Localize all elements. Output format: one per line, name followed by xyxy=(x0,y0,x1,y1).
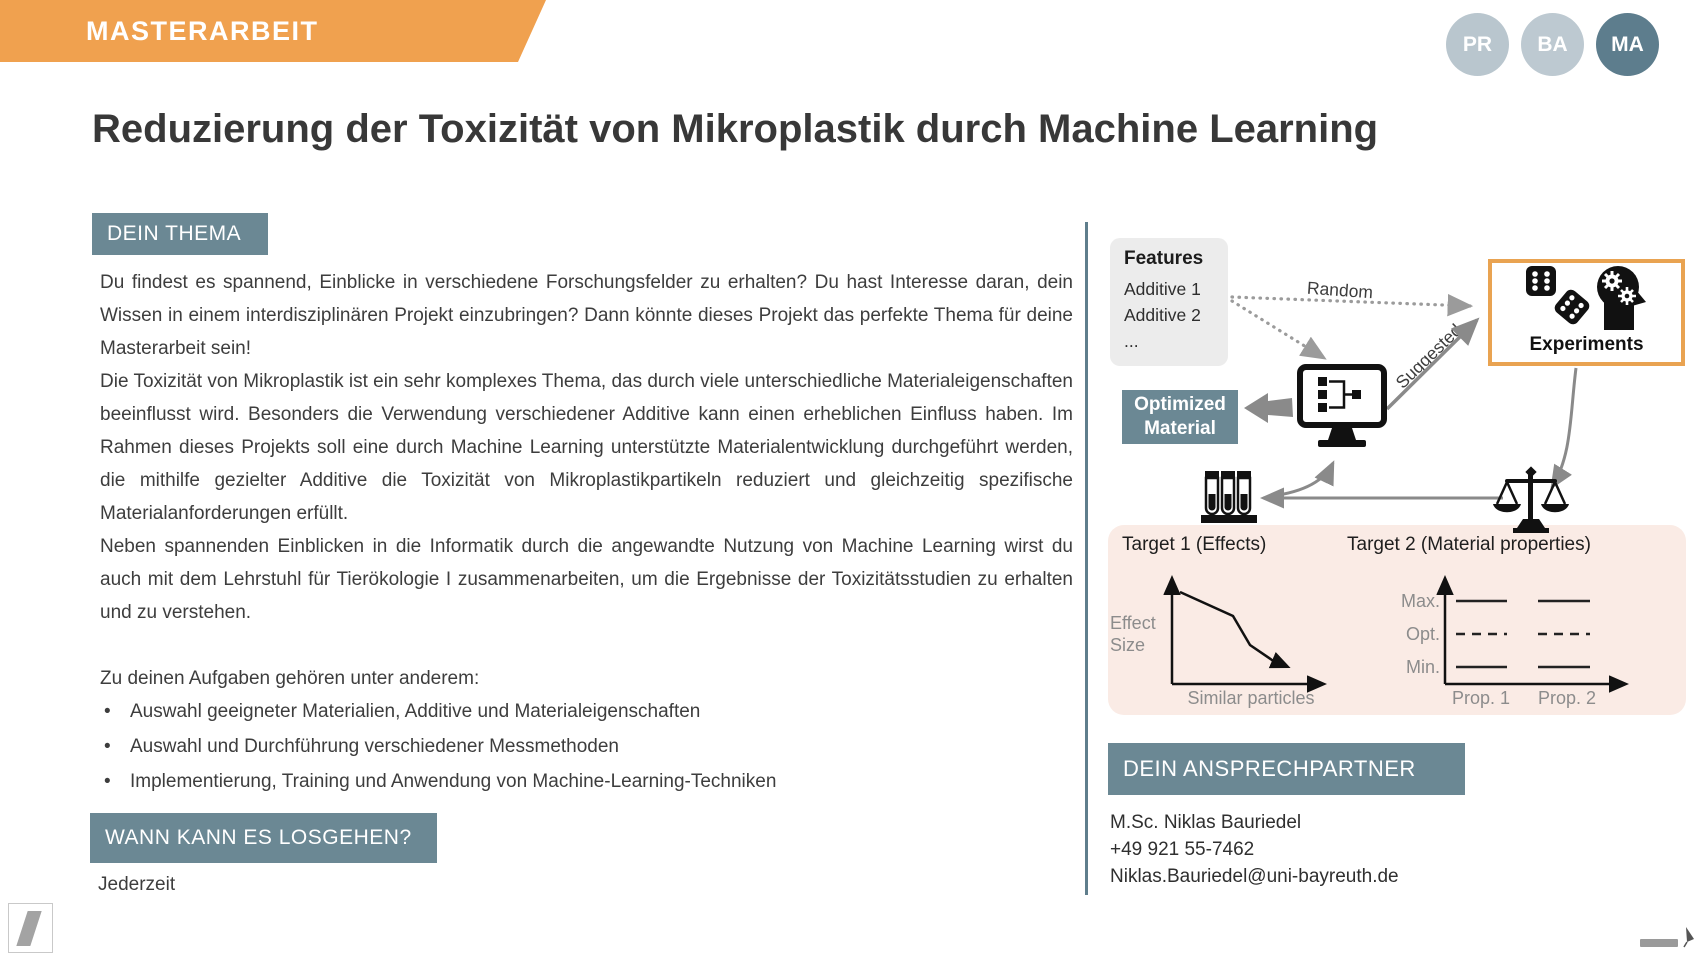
section-header-dein-thema xyxy=(92,213,268,255)
pen-cursor-icon xyxy=(1640,925,1702,955)
features-item: ... xyxy=(1124,331,1139,351)
progress-indicator xyxy=(1640,939,1678,947)
target1-ylabel: Effect Size xyxy=(1110,613,1156,655)
badge-ba-label: BA xyxy=(1537,32,1568,56)
optimized-material-label: Optimized Material xyxy=(1134,394,1226,439)
workflow-diagram xyxy=(1080,230,1707,730)
target2-category-1: Prop. 1 xyxy=(1451,688,1511,708)
target2-title: Target 2 (Material properties) xyxy=(1347,534,1591,555)
corner-logo xyxy=(8,903,53,953)
section-header-wann xyxy=(90,813,437,863)
page-title: Reduzierung der Toxizität von Mikroplastik durch Machine Learning xyxy=(92,107,1379,151)
head-gears-icon xyxy=(1597,266,1646,330)
contact-email: Niklas.Bauriedel@uni-bayreuth.de xyxy=(1110,866,1399,887)
features-title: Features xyxy=(1124,248,1204,269)
logo-slash-icon xyxy=(16,911,41,946)
experiments-label: Experiments xyxy=(1529,334,1644,355)
thema-paragraph: Neben spannenden Einblicken in die Informatik durch die angewandte Nutzung von Machine Learning wirst du auch mit dem Lehrstuhl für Tierökologie I zusammenarbeiten, um die Ergebnisse der Toxizitätsstudien zu erhalten und zu verstehen. xyxy=(100,536,1073,623)
experiments-to-scales-arrow xyxy=(1552,368,1576,487)
thema-text xyxy=(100,266,1073,629)
badge-pr-label: PR xyxy=(1462,32,1493,56)
task-item: • Auswahl und Durchführung verschiedener Messmethoden xyxy=(100,736,1000,758)
dein-thema-label: DEIN THEMA xyxy=(107,222,242,245)
suggested-arrow-label: Suggested xyxy=(1391,319,1466,393)
ml-model-monitor-icon xyxy=(1300,367,1384,447)
badge-pr xyxy=(1446,13,1509,76)
tubes-to-model-arrow xyxy=(1272,463,1333,496)
target2-level-min: Min. xyxy=(1405,657,1440,677)
ansprechpartner-label: DEIN ANSPRECHPARTNER xyxy=(1123,756,1416,781)
section-header-ansprechpartner xyxy=(1108,743,1465,795)
badge-ba xyxy=(1521,13,1584,76)
target2-chart xyxy=(1445,580,1624,684)
badge-ma-label: MA xyxy=(1611,32,1644,56)
tasks-list xyxy=(100,701,1000,806)
thema-paragraph: Die Toxizität von Mikroplastik ist ein sehr komplexes Thema, das durch viele unterschiedliche Materialeigenschaften beeinflusst wird. Besonders die Verwendung verschiedener Additive kann einen erheblichen Einfluss haben. Im Rahmen dieses Projekts soll eine durch Machine Learning unterstützte Materialentwicklung durchgeführt werden, die mithilfe gezielter Additive die Toxizität von Mikroplastikpartikeln reduziert und gleichzeitig spezifische Materialanforderungen erfüllt. xyxy=(100,371,1073,524)
contact-block xyxy=(1110,809,1399,890)
badge-ma xyxy=(1596,13,1659,76)
features-item: Additive 1 xyxy=(1124,279,1201,299)
thema-paragraph: Du findest es spannend, Einblicke in verschiedene Forschungsfelder zu erhalten? Du hast Interesse daran, dein Wissen in einem interdisziplinären Projekt einzubringen? Dann könnte dieses Projekt das perfekte Thema für deine Masterarbeit sein! xyxy=(100,272,1073,359)
target1-chart xyxy=(1172,580,1322,684)
banner-label: MASTERARBEIT xyxy=(86,16,319,46)
target2-category-2: Prop. 2 xyxy=(1537,688,1597,708)
target2-level-opt: Opt. xyxy=(1405,624,1440,644)
dice-icon xyxy=(1526,266,1592,327)
target2-level-max: Max. xyxy=(1400,591,1440,611)
suggested-arrow xyxy=(1387,320,1477,409)
test-tubes-icon xyxy=(1201,471,1257,523)
random-arrow-label: Random xyxy=(1306,277,1374,303)
contact-phone: +49 921 55-7462 xyxy=(1110,839,1255,860)
task-item: • Auswahl geeigneter Materialien, Additive und Materialeigenschaften xyxy=(100,701,1000,723)
tasks-intro: Zu deinen Aufgaben gehören unter anderem: xyxy=(100,668,480,689)
wann-label: WANN KANN ES LOSGEHEN? xyxy=(105,826,412,849)
start-answer: Jederzeit xyxy=(98,874,176,895)
target1-title: Target 1 (Effects) xyxy=(1122,534,1267,555)
target1-xlabel: Similar particles xyxy=(1187,688,1315,708)
task-item: • Implementierung, Training und Anwendung von Machine-Learning-Techniken xyxy=(100,771,1000,793)
features-to-model-dotted-arrow xyxy=(1232,301,1324,358)
contact-name: M.Sc. Niklas Bauriedel xyxy=(1110,812,1302,833)
model-to-material-block-arrow xyxy=(1244,393,1293,423)
features-item: Additive 2 xyxy=(1124,305,1201,325)
random-dotted-arrow xyxy=(1232,297,1470,306)
